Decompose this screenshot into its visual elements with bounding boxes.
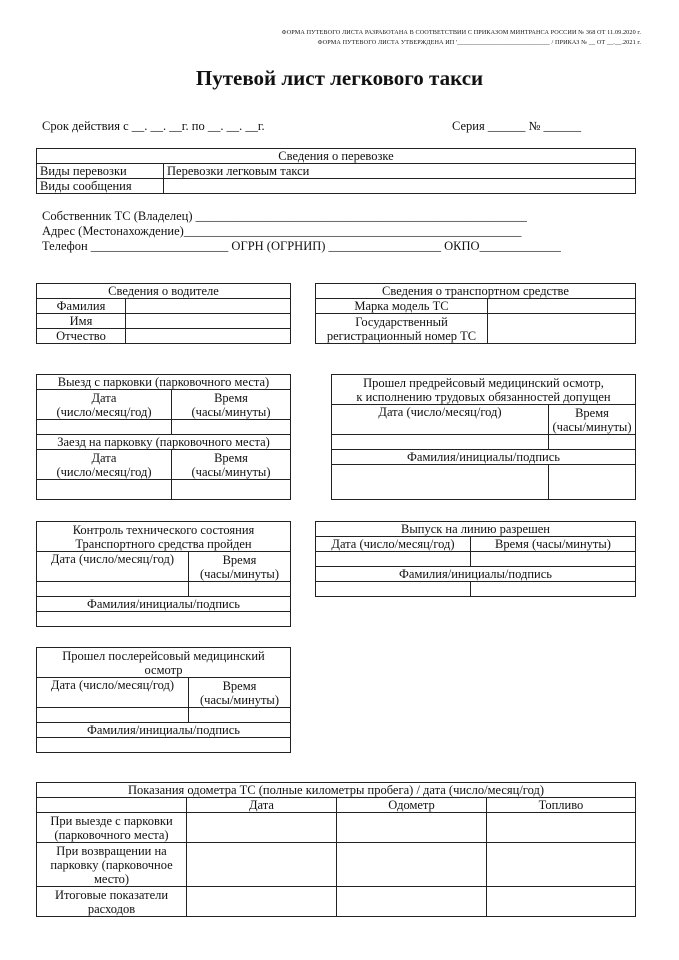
exit-time-label-line1: Время	[214, 390, 248, 405]
message-type-label: Виды сообщения	[37, 179, 164, 194]
odometer-row-total-line2: расходов	[87, 901, 136, 916]
vehicle-brand-field[interactable]	[488, 299, 636, 314]
phone-line: Телефон ______________________ ОГРН (ОГРНИП) __________________ ОКПО_____________	[42, 239, 561, 253]
post-trip-header-line1: Прошел послерейсовый медицинский	[62, 648, 265, 663]
return-time-field[interactable]	[172, 480, 291, 500]
exit-time-field[interactable]	[172, 420, 291, 435]
tech-control-header-line2: Транспортного средства пройден	[75, 536, 252, 551]
transport-type-value[interactable]: Перевозки легковым такси	[164, 164, 636, 179]
odometer-total-odometer[interactable]	[337, 887, 487, 917]
regulation-note-1: ФОРМА ПУТЕВОГО ЛИСТА РАЗРАБОТАНА В СООТВЕТСТВИИ С ПРИКАЗОМ МИНТРАНСА РОССИИ № 368 ОТ 11.09.2020 г.	[281, 29, 641, 36]
exit-time-label	[172, 390, 291, 420]
odometer-row-return-line2: парковку (парковочное	[50, 857, 173, 872]
exit-date-label-line2: (число/месяц/год)	[56, 404, 152, 419]
odometer-corner	[37, 798, 187, 813]
tech-time-field[interactable]	[189, 582, 291, 597]
odometer-row-total-label	[37, 887, 187, 917]
post-trip-time-field[interactable]	[189, 708, 291, 723]
odometer-total-date[interactable]	[187, 887, 337, 917]
driver-header: Сведения о водителе	[37, 284, 291, 299]
tech-signature-field[interactable]	[37, 612, 291, 627]
exit-date-label	[37, 390, 172, 420]
pre-trip-header-line2: к исполнению трудовых обязанностей допущен	[356, 389, 611, 404]
release-signature-field-2[interactable]	[471, 582, 636, 597]
release-signature-field[interactable]	[316, 582, 471, 597]
post-trip-time-label-line1: Время	[222, 678, 257, 693]
parking-table	[36, 374, 291, 500]
odometer-exit-odometer[interactable]	[337, 813, 487, 843]
release-date-field[interactable]	[316, 552, 471, 567]
vehicle-brand-label: Марка модель ТС	[316, 299, 488, 314]
patronymic-label: Отчество	[37, 329, 126, 344]
pre-trip-header	[332, 375, 636, 405]
tech-control-table	[36, 521, 291, 627]
pre-trip-time-label	[549, 405, 636, 435]
odometer-row-return-line1: При возвращении на	[56, 843, 167, 858]
page-title: Путевой лист легкового такси	[195, 66, 484, 90]
odometer-total-fuel[interactable]	[487, 887, 636, 917]
tech-time-label	[189, 552, 291, 582]
odometer-col-odometer: Одометр	[337, 798, 487, 813]
reg-number-label-line1: Государственный	[355, 314, 448, 329]
return-date-field[interactable]	[37, 480, 172, 500]
post-trip-medical-table	[36, 647, 291, 753]
post-trip-time-label-line2: (часы/минуты)	[200, 692, 279, 707]
exit-date-field[interactable]	[37, 420, 172, 435]
odometer-row-return-label	[37, 843, 187, 887]
regulation-note-2: ФОРМА ПУТЕВОГО ЛИСТА УТВЕРЖДЕНА ИП '_____________________________ / ПРИКАЗ № __ ОТ __.__.2021 г.	[317, 39, 641, 46]
transport-info-header: Сведения о перевозке	[37, 149, 636, 164]
post-trip-time-label	[189, 678, 291, 708]
post-trip-date-label: Дата (число/месяц/год)	[37, 678, 189, 708]
return-time-label	[172, 450, 291, 480]
reg-number-field[interactable]	[488, 314, 636, 344]
validity-period: Срок действия с __. __. __г. по __. __. __г.	[42, 119, 265, 133]
address-line: Адрес (Местонахождение)______________________________________________________	[42, 224, 522, 238]
pre-trip-time-field[interactable]	[549, 435, 636, 450]
name-label: Имя	[37, 314, 126, 329]
odometer-exit-date[interactable]	[187, 813, 337, 843]
post-trip-header	[37, 648, 291, 678]
tech-control-header	[37, 522, 291, 552]
odometer-return-odometer[interactable]	[337, 843, 487, 887]
odometer-return-fuel[interactable]	[487, 843, 636, 887]
pre-trip-time-label-line2: (часы/минуты)	[552, 419, 632, 434]
name-field[interactable]	[126, 314, 291, 329]
tech-date-field[interactable]	[37, 582, 189, 597]
vehicle-header: Сведения о транспортном средстве	[316, 284, 636, 299]
release-header: Выпуск на линию разрешен	[316, 522, 636, 537]
release-time-field[interactable]	[471, 552, 636, 567]
pre-trip-time-label-line1: Время	[575, 405, 609, 420]
return-date-label	[37, 450, 172, 480]
tech-signature-label: Фамилия/инициалы/подпись	[37, 597, 291, 612]
odometer-row-exit-line1: При выезде с парковки	[50, 813, 173, 828]
reg-number-label-line2: регистрационный номер ТС	[326, 328, 477, 343]
series-number: Серия ______ № ______	[452, 119, 582, 133]
post-trip-signature-field[interactable]	[37, 738, 291, 753]
transport-info-table	[36, 148, 636, 194]
exit-time-label-line2: (часы/минуты)	[191, 404, 271, 419]
pre-trip-signature-field[interactable]	[332, 465, 549, 500]
odometer-col-fuel: Топливо	[487, 798, 636, 813]
tech-control-header-line1: Контроль технического состояния	[72, 522, 255, 537]
odometer-row-exit-label	[37, 813, 187, 843]
vehicle-table	[315, 283, 636, 344]
tech-time-label-line1: Время	[222, 552, 257, 567]
return-date-label-line2: (число/месяц/год)	[56, 464, 152, 479]
reg-number-label	[316, 314, 488, 344]
pre-trip-date-label: Дата (число/месяц/год)	[332, 405, 549, 435]
pre-trip-signature-label: Фамилия/инициалы/подпись	[332, 450, 636, 465]
tech-time-label-line2: (часы/минуты)	[200, 566, 279, 581]
release-date-label: Дата (число/месяц/год)	[316, 537, 471, 552]
surname-label: Фамилия	[37, 299, 126, 314]
post-trip-signature-label: Фамилия/инициалы/подпись	[37, 723, 291, 738]
post-trip-header-line2: осмотр	[144, 662, 183, 677]
message-type-value[interactable]	[164, 179, 636, 194]
return-header: Заезд на парковку (парковочного места)	[37, 435, 291, 450]
return-time-label-line1: Время	[214, 450, 248, 465]
surname-field[interactable]	[126, 299, 291, 314]
odometer-header: Показания одометра ТС (полные километры пробега) / дата (число/месяц/год)	[37, 783, 636, 798]
return-time-label-line2: (часы/минуты)	[191, 464, 271, 479]
odometer-exit-fuel[interactable]	[487, 813, 636, 843]
release-signature-label: Фамилия/инициалы/подпись	[316, 567, 636, 582]
odometer-row-return-line3: место)	[93, 871, 130, 886]
pre-trip-signature-field-2[interactable]	[549, 465, 636, 500]
driver-table	[36, 283, 291, 344]
exit-date-label-line1: Дата	[91, 390, 117, 405]
transport-type-label: Виды перевозки	[37, 164, 164, 179]
return-date-label-line1: Дата	[91, 450, 117, 465]
odometer-return-date[interactable]	[187, 843, 337, 887]
owner-line: Собственник ТС (Владелец) _____________________________________________________	[42, 209, 527, 223]
odometer-table	[36, 782, 636, 917]
odometer-row-total-line1: Итоговые показатели	[54, 887, 169, 902]
patronymic-field[interactable]	[126, 329, 291, 344]
pre-trip-header-line1: Прошел предрейсовый медицинский осмотр,	[363, 375, 604, 390]
exit-header: Выезд с парковки (парковочного места)	[37, 375, 291, 390]
tech-date-label: Дата (число/месяц/год)	[37, 552, 189, 582]
odometer-row-exit-line2: (парковочного места)	[54, 827, 169, 842]
post-trip-date-field[interactable]	[37, 708, 189, 723]
odometer-col-date: Дата	[187, 798, 337, 813]
release-table	[315, 521, 636, 597]
pre-trip-date-field[interactable]	[332, 435, 549, 450]
pre-trip-medical-table	[331, 374, 636, 500]
release-time-label: Время (часы/минуты)	[471, 537, 636, 552]
